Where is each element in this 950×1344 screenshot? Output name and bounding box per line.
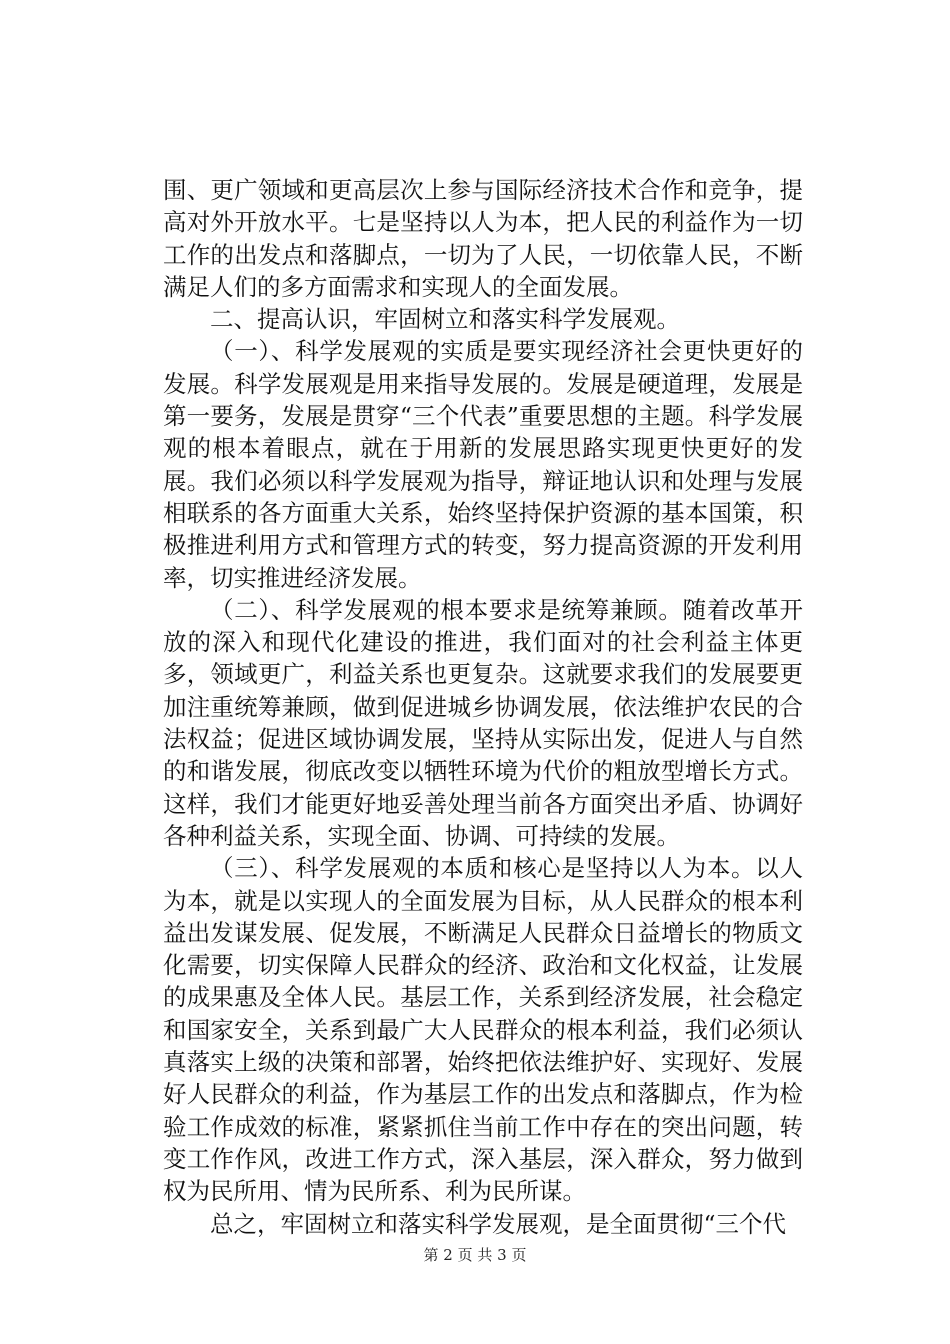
paragraph-continuation: 围、更广领域和更高层次上参与国际经济技术合作和竞争，提高对外开放水平。七是坚持以人为本，把人民的利益作为一切工作的出发点和落脚点，一切为了人民，一切依靠人民，不断满足人们的多方面需求和实现人的全面发展。	[163, 176, 803, 301]
document-body	[163, 174, 803, 1240]
paragraph-conclusion: 总之，牢固树立和落实科学发展观，是全面贯彻“三个代	[210, 1209, 787, 1238]
paragraph-subsection-3: （三）、科学发展观的本质和核心是坚持以人为本。以人为本，就是以实现人的全面发展为目标，从人民群众的根本利益出发谋发展、促发展，不断满足人民群众日益增长的物质文化需要，切实保障人民群众的经济、政治和文化权益，让发展的成果惠及全体人民。基层工作，关系到经济发展，社会稳定和国家安全，关系到最广大人民群众的根本利益，我们必须认真落实上级的决策和部署，始终把依法维护好、实现好、发展好人民群众的利益，作为基层工作的出发点和落脚点，作为检验工作成效的标准，紧紧抓住当前工作中存在的突出问题，转变工作作风，改进工作方式，深入基层，深入群众，努力做到权为民所用、情为民所系、利为民所谋。	[163, 854, 803, 1206]
section-heading: 二、提高认识，牢固树立和落实科学发展观。	[210, 305, 680, 334]
paragraph-subsection-1: （一）、科学发展观的实质是要实现经济社会更快更好的发展。科学发展观是用来指导发展的。发展是硬道理，发展是第一要务，发展是贯穿“三个代表”重要思想的主题。科学发展观的根本着眼点，就在于用新的发展思路实现更快更好的发展。我们必须以科学发展观为指导，辩证地认识和处理与发展相联系的各方面重大关系，始终坚持保护资源的基本国策，积极推进利用方式和管理方式的转变，努力提高资源的开发利用率，切实推进经济发展。	[163, 337, 803, 592]
page-number-footer: 第 2 页 共 3 页	[423, 1246, 527, 1264]
paragraph-subsection-2: （二）、科学发展观的根本要求是统筹兼顾。随着改革开放的深入和现代化建设的推进，我们面对的社会利益主体更多，领域更广，利益关系也更复杂。这就要求我们的发展要更加注重统筹兼顾，做到促进城乡协调发展，依法维护农民的合法权益；促进区域协调发展，坚持从实际出发，促进人与自然的和谐发展，彻底改变以牺牲环境为代价的粗放型增长方式。这样，我们才能更好地妥善处理当前各方面突出矛盾、协调好各种利益关系，实现全面、协调、可持续的发展。	[163, 595, 803, 850]
